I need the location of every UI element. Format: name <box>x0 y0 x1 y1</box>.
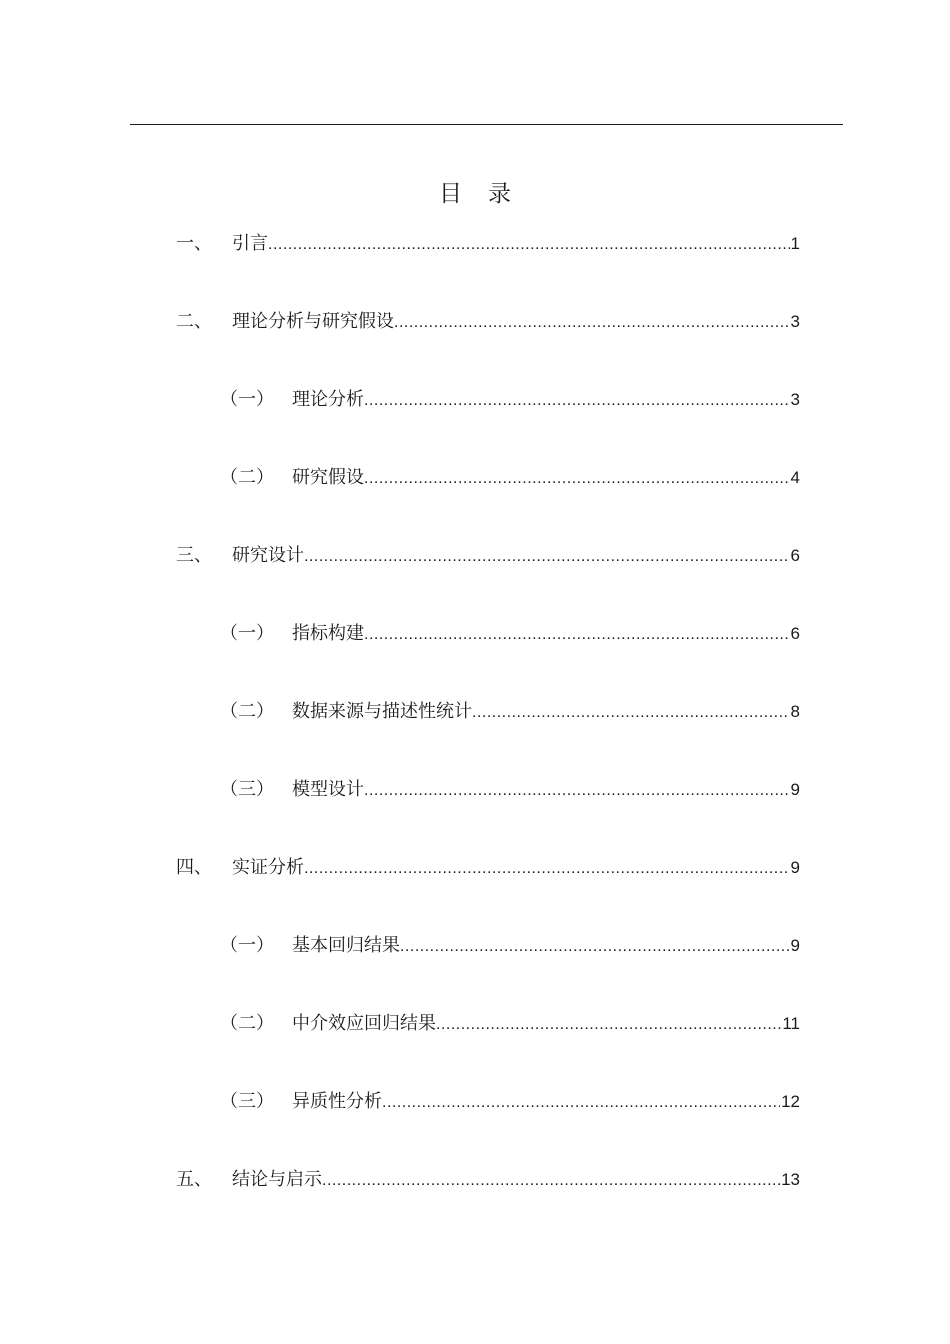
toc-page-number: 9 <box>790 936 800 955</box>
toc-entry-number: （三） <box>220 1091 274 1112</box>
toc-entry-title: 实证分析 <box>232 857 304 878</box>
toc-entry-indicator-construction[interactable] <box>220 616 800 646</box>
toc-entry-title: 异质性分析 <box>292 1091 382 1112</box>
toc-dot-leader <box>364 468 790 490</box>
toc-entry-title: 研究假设 <box>292 467 364 488</box>
toc-dot-leader <box>472 702 790 724</box>
toc-dot-leader <box>382 1092 780 1114</box>
toc-page-number: 8 <box>790 702 800 721</box>
toc-entry-number: 四、 <box>176 857 212 878</box>
toc-dot-leader <box>304 546 790 568</box>
toc-entry-number: （一） <box>220 935 274 956</box>
toc-entry-conclusion[interactable] <box>176 1162 800 1192</box>
toc-entry-title: 基本回归结果 <box>292 935 400 956</box>
toc-page-number: 9 <box>790 780 800 799</box>
toc-entry-title: 模型设计 <box>292 779 364 800</box>
toc-dot-leader <box>364 624 790 646</box>
toc-entry-title: 理论分析 <box>292 389 364 410</box>
toc-dot-leader <box>394 312 790 334</box>
toc-page-number: 3 <box>790 312 800 331</box>
toc-entry-title: 中介效应回归结果 <box>292 1013 436 1034</box>
toc-page-number: 1 <box>790 234 800 253</box>
toc-page-number: 9 <box>790 858 800 877</box>
toc-entry-heterogeneity[interactable] <box>220 1084 800 1114</box>
toc-entry-theory-analysis[interactable] <box>220 382 800 412</box>
toc-entry-number: （一） <box>220 389 274 410</box>
toc-entry-theory-hypotheses[interactable] <box>176 304 800 334</box>
toc-dot-leader <box>304 858 790 880</box>
toc-dot-leader <box>268 234 790 256</box>
toc-entry-model-design[interactable] <box>220 772 800 802</box>
toc-entry-hypotheses[interactable] <box>220 460 800 490</box>
toc-page-number: 12 <box>781 1092 800 1111</box>
toc-entry-title: 数据来源与描述性统计 <box>292 701 472 722</box>
toc-entry-title: 引言 <box>232 233 268 254</box>
toc-entry-title: 理论分析与研究假设 <box>232 311 394 332</box>
toc-dot-leader <box>436 1014 781 1036</box>
toc-entry-introduction[interactable] <box>176 226 800 256</box>
toc-dot-leader <box>364 390 790 412</box>
header-rule <box>130 124 843 125</box>
toc-entry-title: 指标构建 <box>292 623 364 644</box>
toc-entry-number: 三、 <box>176 545 212 566</box>
toc-title-second: 录 <box>488 181 511 207</box>
toc-entry-data-sources[interactable] <box>220 694 800 724</box>
toc-page-number: 11 <box>782 1014 800 1033</box>
toc-entry-number: 一、 <box>176 233 212 254</box>
toc-entry-mediation-results[interactable] <box>220 1006 800 1036</box>
toc-dot-leader <box>364 780 790 802</box>
toc-title-first: 目 <box>439 181 462 207</box>
toc-entry-baseline-regression[interactable] <box>220 928 800 958</box>
toc-entry-number: （二） <box>220 701 274 722</box>
toc-page-number: 13 <box>781 1170 800 1189</box>
toc-entry-title: 结论与启示 <box>232 1169 322 1190</box>
toc-entry-research-design[interactable] <box>176 538 800 568</box>
toc-page-number: 3 <box>790 390 800 409</box>
toc-entry-number: （二） <box>220 467 274 488</box>
toc-dot-leader <box>322 1170 780 1192</box>
toc-entry-number: （一） <box>220 623 274 644</box>
toc-entry-number: 二、 <box>176 311 212 332</box>
toc-page-number: 4 <box>790 468 800 487</box>
toc-entry-empirical-analysis[interactable] <box>176 850 800 880</box>
toc-dot-leader <box>400 936 790 958</box>
toc-entry-number: （二） <box>220 1013 274 1034</box>
toc-entry-title: 研究设计 <box>232 545 304 566</box>
toc-title <box>0 176 950 212</box>
toc-page-number: 6 <box>790 546 800 565</box>
toc-entry-number: 五、 <box>176 1169 212 1190</box>
toc-page-number: 6 <box>790 624 800 643</box>
toc-entry-number: （三） <box>220 779 274 800</box>
